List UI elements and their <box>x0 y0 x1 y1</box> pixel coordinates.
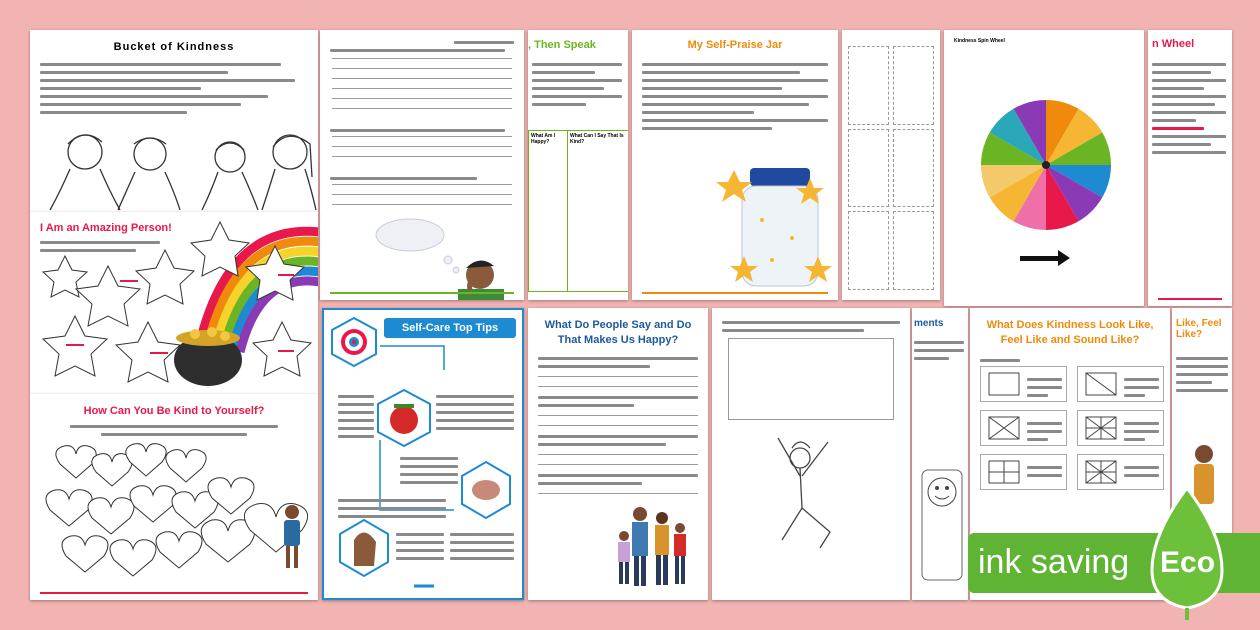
worksheet-title: Self-Care Top Tips <box>384 318 516 338</box>
thinking-man-illustration <box>320 190 524 300</box>
instructions <box>1176 352 1228 397</box>
instructions <box>722 316 900 337</box>
worksheet-title: What Does Kindness Look Like, Feel Like and Sound Like? <box>986 319 1154 346</box>
worksheet-wheel-instructions <box>1148 30 1232 306</box>
worksheet-title: What Do People Say and Do That Makes Us Happy? <box>544 319 692 346</box>
drawing-box <box>728 338 894 420</box>
card-grid <box>848 46 934 290</box>
kindness-table <box>528 130 628 292</box>
tip-text <box>396 528 444 565</box>
worksheet-compliments <box>912 308 968 600</box>
hearts-illustration <box>30 394 318 600</box>
worksheet-lined-reflection <box>320 30 524 300</box>
worksheet-bucket-of-kindness <box>30 30 318 212</box>
praise-card <box>893 46 934 125</box>
jar-illustration <box>632 160 838 300</box>
worksheet-footer <box>330 292 514 294</box>
spin-wheel <box>944 30 1144 306</box>
worksheet-people-say-and-do <box>528 308 708 600</box>
table-header-happy: What Am I Happy? <box>529 131 568 291</box>
smiley-face-icon <box>912 468 968 588</box>
worksheet-self-care-top-tips <box>322 308 524 600</box>
stars-and-rainbow-illustration <box>30 212 318 394</box>
folding-step <box>980 454 1067 490</box>
worksheet-title: I Am an Amazing Person! <box>40 222 172 234</box>
praise-card <box>893 129 934 208</box>
worksheet-drawing-box <box>712 308 910 600</box>
folding-steps-grid <box>980 366 1164 490</box>
folding-step <box>1077 366 1164 402</box>
family-illustration <box>528 500 708 600</box>
worksheet-title: My Self-Praise Jar <box>687 39 783 51</box>
folding-step <box>1077 410 1164 446</box>
children-faces-illustration <box>30 122 318 212</box>
worksheet-title: How Can You Be Kind to Yourself? <box>83 405 265 417</box>
tip-text <box>338 494 446 523</box>
question-text <box>330 44 514 57</box>
worksheet-title: n Wheel <box>1152 38 1195 50</box>
worksheet-title: Kindness Spin Wheel <box>954 38 1005 44</box>
writing-lines <box>332 136 512 166</box>
praise-card <box>848 46 889 125</box>
instructions <box>914 336 964 365</box>
folding-step <box>980 410 1067 446</box>
worksheet-title: Bucket of Kindness <box>113 41 235 53</box>
worksheet-kind-to-yourself <box>30 394 318 600</box>
praise-card <box>848 211 889 290</box>
worksheet-spin-wheel <box>944 30 1144 306</box>
worksheet-then-speak <box>528 30 628 300</box>
worksheet-self-praise-jar <box>632 30 838 300</box>
writing-lines <box>332 58 512 118</box>
worksheet-footer <box>40 592 308 594</box>
questions <box>538 352 698 503</box>
body-text <box>40 58 308 119</box>
instructions <box>642 58 828 135</box>
jumping-child-illustration <box>712 428 910 588</box>
worksheet-footer <box>1158 298 1222 300</box>
tip-text <box>338 390 374 443</box>
tip-text <box>450 528 514 565</box>
arrow-icon <box>1020 250 1070 266</box>
table-header-kind: What Can I Say That Is Kind? <box>570 133 624 145</box>
tip-text <box>400 452 458 489</box>
ink-saving-label: ink saving <box>978 543 1130 581</box>
eco-label: Eco <box>1160 546 1216 579</box>
worksheet-title: ments <box>914 318 944 329</box>
worksheet-title: , Then Speak <box>528 39 596 51</box>
worksheet-praise-cards <box>842 30 940 300</box>
instructions <box>1152 58 1226 159</box>
instructions <box>532 58 622 111</box>
folding-step <box>980 366 1067 402</box>
worksheet-footer <box>642 292 828 294</box>
praise-card <box>848 129 889 208</box>
worksheet-title: Like, Feel Like? <box>1176 318 1222 340</box>
tip-text <box>436 390 514 435</box>
praise-card <box>893 211 934 290</box>
worksheet-amazing-person <box>30 212 318 394</box>
